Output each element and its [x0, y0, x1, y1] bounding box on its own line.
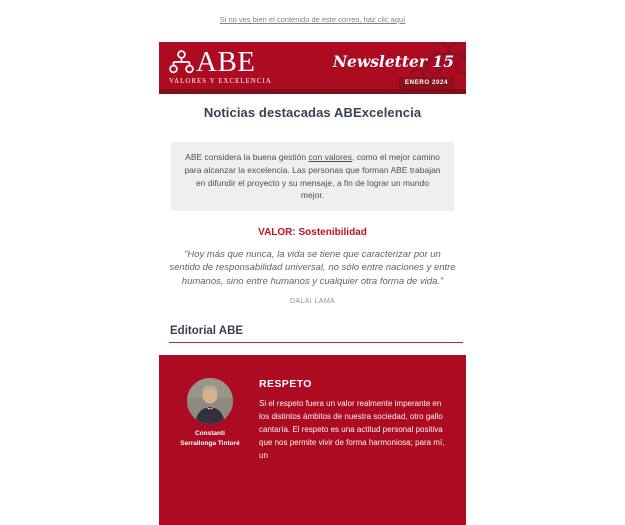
section-divider	[169, 342, 463, 343]
abe-logo[interactable]	[169, 46, 272, 85]
quote-attribution: DALAI LAMA	[289, 297, 336, 305]
newsletter-header-banner	[159, 42, 466, 94]
editorial-card-body	[259, 378, 448, 505]
author-avatar	[187, 378, 233, 424]
view-in-browser-link[interactable]: Si no ves bien el contenido de este correo, haz clic aquí	[219, 15, 406, 24]
email-body	[159, 42, 466, 525]
intro-text-before: ABE considera la buena gestión	[185, 152, 309, 162]
banner-bottom-strip	[159, 89, 466, 94]
editorial-section-title: Editorial ABE	[170, 324, 244, 337]
author-column	[179, 378, 241, 505]
author-portrait-image	[187, 378, 233, 424]
editorial-card	[159, 355, 466, 525]
page-title: Noticias destacadas ABExcelencia	[203, 105, 422, 120]
org-chart-icon	[169, 50, 194, 74]
newsletter-title: Newsletter 15	[332, 52, 454, 71]
editorial-card-text: Si el respeto fuera un valor realmente imperante en los distintos ámbitos de nuestra sociedad, otro gallo cantaría. El respeto es una actitud personal positiva que nos permite vivir de forma harmoniosa; para mí, un	[259, 398, 445, 461]
author-name-line2: Serrallonga Tintoré	[180, 439, 240, 447]
logo-tagline: VALORES Y EXCELENCIA	[169, 78, 272, 85]
author-name	[179, 429, 241, 449]
issue-date-badge: ENERO 2024	[399, 77, 454, 89]
newsletter-title-block	[333, 52, 454, 89]
editorial-card-heading: RESPETO	[259, 377, 312, 390]
author-name-line1: Constanti	[195, 429, 225, 437]
value-heading: VALOR: Sostenibilidad	[258, 227, 367, 238]
con-valores-link[interactable]: con valores	[308, 152, 352, 162]
intro-box	[171, 142, 454, 211]
logo-text: ABE	[196, 46, 256, 78]
quote-text: “Hoy más que nunca, la vida se tiene que caracterizar por un sentido de responsabilidad universal, no sólo entre naciones y entre humanos, sino entre humanos y cualquier otra forma de vida.”	[169, 249, 456, 287]
intro-text-after: , como el mejor camino para alcanzar la excelencia. Las personas que forman ABE trabajan en difundir el proyecto y su mensaje, a fin de lograr un mundo mejor.	[184, 152, 441, 201]
view-in-browser-bar	[0, 0, 625, 27]
